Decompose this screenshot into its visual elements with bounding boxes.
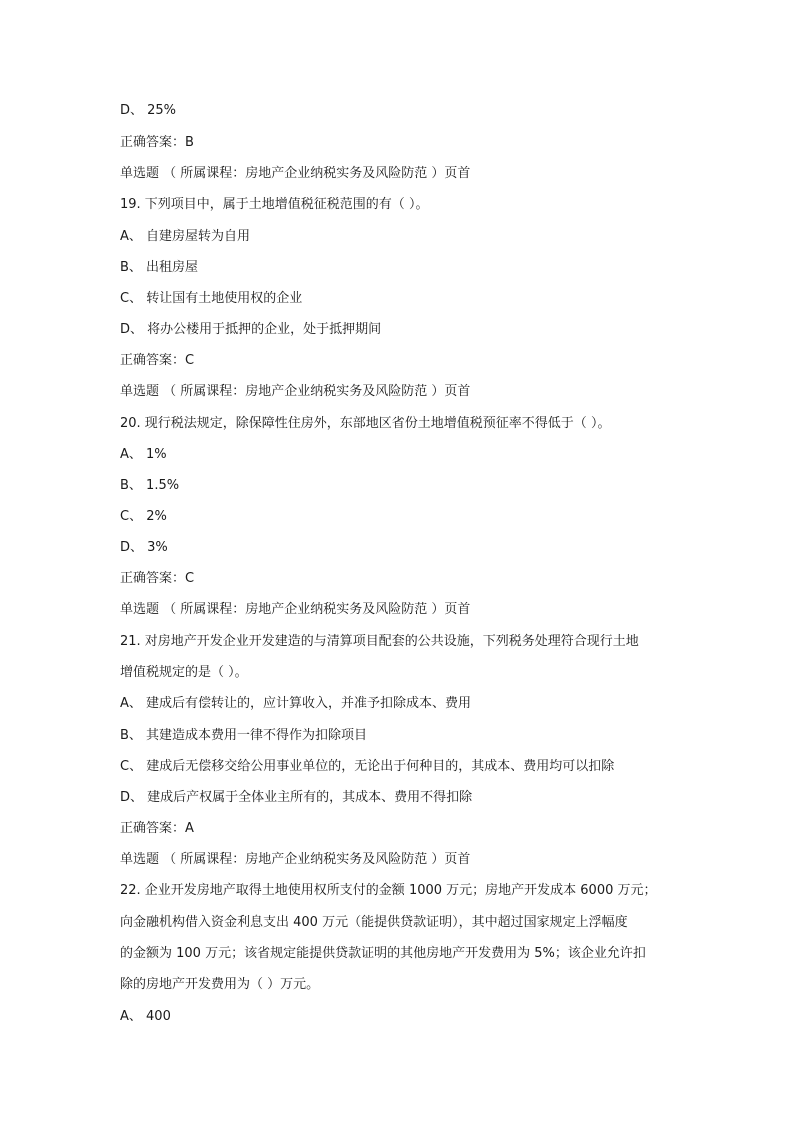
q19-option-c: C、 转让国有土地使用权的企业 (120, 291, 303, 306)
q18-option-d: D、 25% (120, 103, 177, 118)
q21-option-a: A、 建成后有偿转让的，应计算收入，并准予扣除成本、费用 (120, 696, 472, 711)
q22-option-a: A、 400 (120, 1009, 171, 1024)
q19-option-d: D、 将办公楼用于抵押的企业，处于抵押期间 (120, 322, 382, 337)
q21-option-b: B、 其建造成本费用一律不得作为扣除项目 (120, 728, 368, 743)
q20-option-c: C、 2% (120, 509, 167, 524)
q20-source: 单选题 （ 所属课程：房地产企业纳税实务及风险防范 ）页首 (120, 602, 471, 617)
q22-stem-line4: 除的房地产开发费用为（ ）万元。 (120, 977, 320, 992)
q20-option-b: B、 1.5% (120, 478, 180, 493)
q21-source: 单选题 （ 所属课程：房地产企业纳税实务及风险防范 ）页首 (120, 852, 471, 867)
q21-option-c: C、 建成后无偿移交给公用事业单位的，无论出于何种目的，其成本、费用均可以扣除 (120, 759, 615, 774)
q18-source: 单选题 （ 所属课程：房地产企业纳税实务及风险防范 ）页首 (120, 166, 471, 181)
q20-option-a: A、 1% (120, 447, 167, 462)
q20-answer: 正确答案：C (120, 571, 195, 586)
q19-option-b: B、 出租房屋 (120, 260, 199, 275)
q19-answer: 正确答案：C (120, 353, 195, 368)
q19-source: 单选题 （ 所属课程：房地产企业纳税实务及风险防范 ）页首 (120, 384, 471, 399)
q20-stem: 20. 现行税法规定，除保障性住房外，东部地区省份土地增值税预征率不得低于（ ）。 (120, 416, 611, 431)
q18-answer: 正确答案：B (120, 135, 194, 150)
q21-answer: 正确答案：A (120, 821, 194, 836)
q22-stem-line2: 向金融机构借入资金利息支出 400 万元（能提供贷款证明），其中超过国家规定上浮幅度 (120, 915, 628, 930)
q19-option-a: A、 自建房屋转为自用 (120, 229, 251, 244)
q22-stem-line3: 的金额为 100 万元；该省规定能提供贷款证明的其他房地产开发费用为 5%；该企业允许扣 (120, 946, 646, 961)
q21-option-d: D、 建成后产权属于全体业主所有的，其成本、费用不得扣除 (120, 790, 473, 805)
q21-stem-line2: 增值税规定的是（ ）。 (120, 665, 248, 680)
q22-stem-line1: 22. 企业开发房地产取得土地使用权所支付的金额 1000 万元；房地产开发成本 6000 万元； (120, 883, 657, 898)
q19-stem: 19. 下列项目中，属于土地增值税征税范围的有（ ）。 (120, 197, 429, 212)
q20-option-d: D、 3% (120, 540, 168, 555)
q21-stem-line1: 21. 对房地产开发企业开发建造的与清算项目配套的公共设施，下列税务处理符合现行土地 (120, 634, 639, 649)
